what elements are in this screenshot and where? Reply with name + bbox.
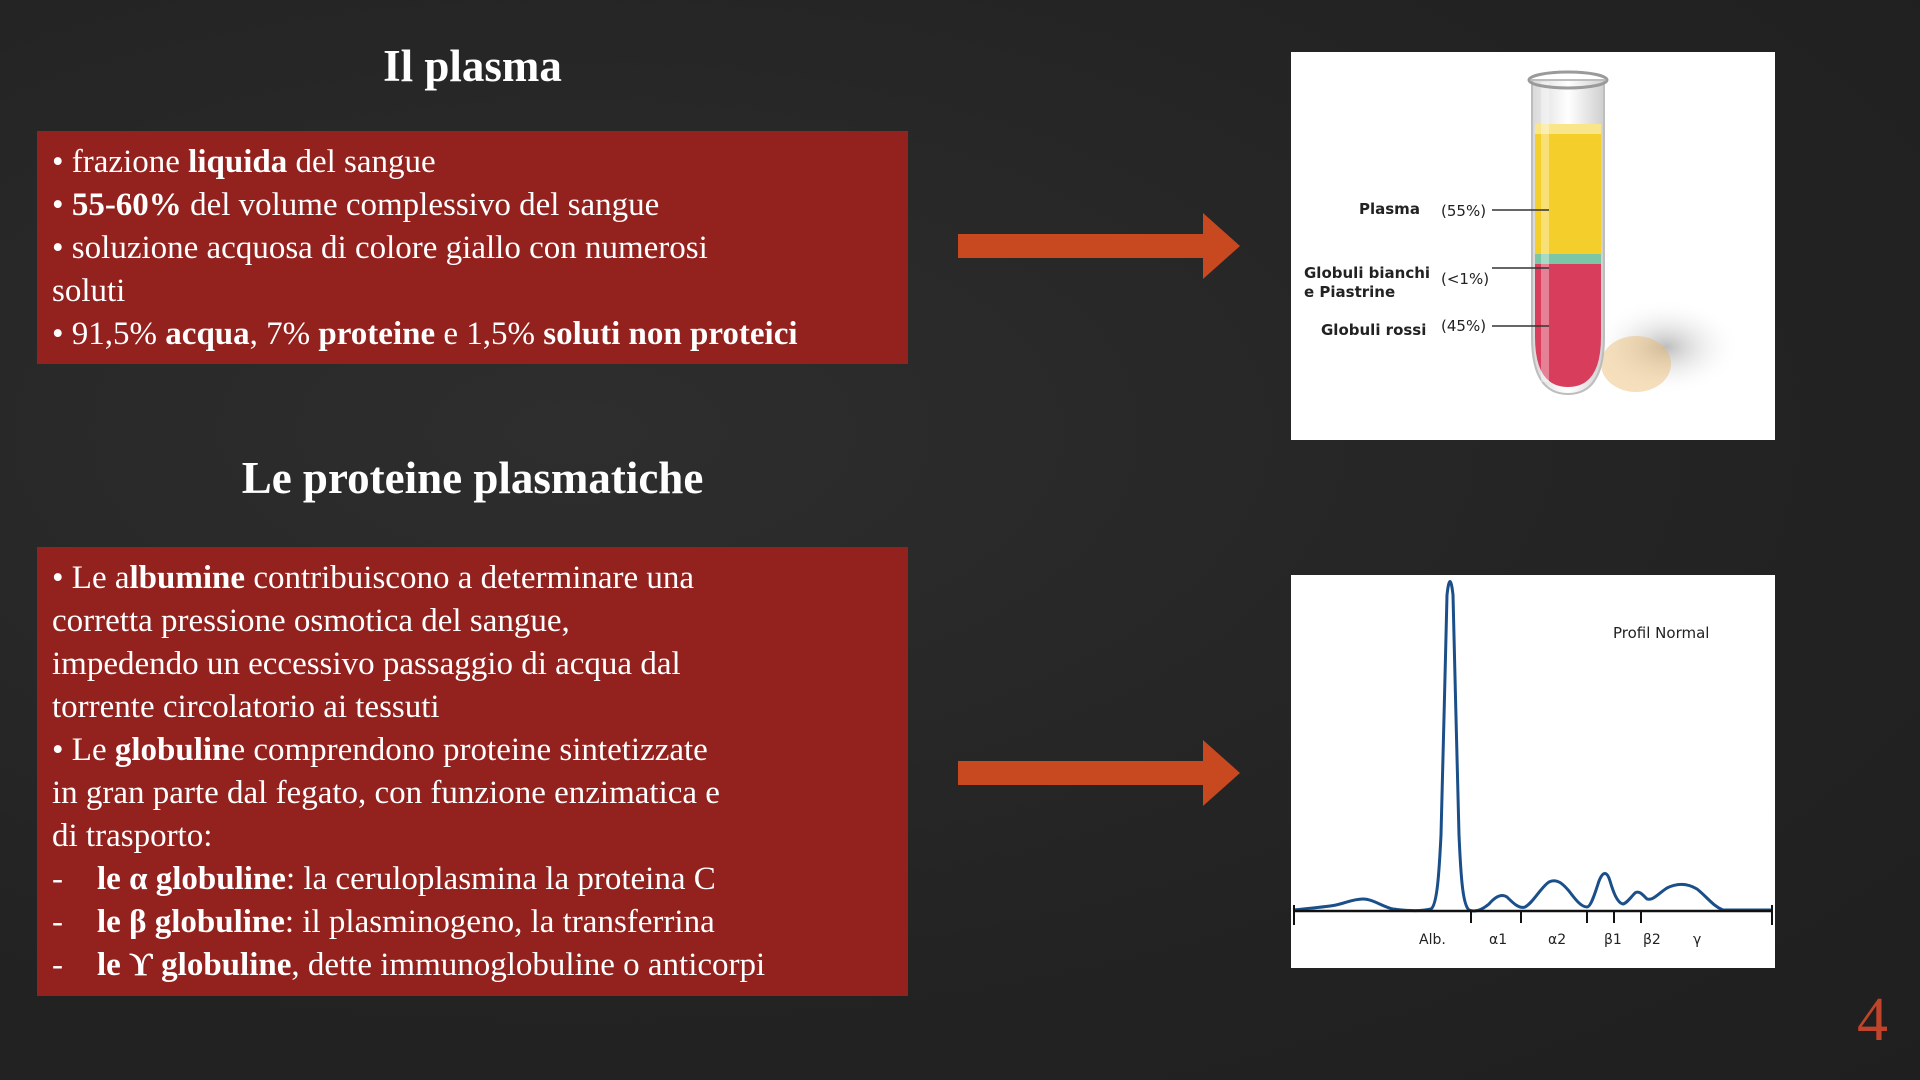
plasma-percent: (55%) [1441, 202, 1487, 220]
electrophoresis-figure [1291, 575, 1775, 968]
text: contribuiscono a determinare una [245, 560, 695, 596]
arrow-right-icon [958, 737, 1243, 809]
bold-text: soluti non proteici [543, 316, 798, 352]
text: soluti [52, 273, 126, 309]
bullet-line [52, 227, 893, 270]
bold-text: lbumine [129, 560, 246, 596]
plasma-label: Plasma [1359, 200, 1420, 218]
text: : il plasminogeno, la transferrina [284, 904, 715, 940]
text-line [52, 772, 893, 815]
text-line [52, 557, 893, 600]
text: impedendo un eccessivo passaggio di acqua dal [52, 646, 681, 682]
electrophoresis-graph [1291, 575, 1775, 968]
bold-text: le β globuline [97, 904, 285, 940]
page-number: 4 [1857, 986, 1888, 1054]
test-tube-illustration [1291, 52, 1775, 440]
text-line [52, 815, 893, 858]
text: • Le a [52, 560, 130, 596]
bold-text: proteine [318, 316, 436, 352]
text: e comprendono proteine sintetizzate [230, 732, 708, 768]
bullet-line [52, 184, 893, 227]
tube-shadow-tint [1601, 336, 1671, 392]
red-cells-label: Globuli rossi [1321, 321, 1427, 339]
bold-text: liquida [188, 144, 288, 180]
text: in gran parte dal fegato, con funzione enzimatica e [52, 775, 720, 811]
axis-label-alb: Alb. [1419, 932, 1446, 948]
axis-label-alpha1: α1 [1489, 932, 1508, 948]
text: , 7% [249, 316, 319, 352]
text: corretta pressione osmotica del sangue, [52, 603, 570, 639]
text-line [52, 600, 893, 643]
text: : la ceruloplasmina la proteina C [285, 861, 716, 897]
dash-marker: - [52, 947, 63, 983]
text: • soluzione acquosa di colore giallo con numerosi [52, 230, 708, 266]
white-cells-label-1: Globuli bianchi [1304, 264, 1431, 282]
dash-item [52, 901, 893, 944]
text: del sangue [287, 144, 436, 180]
graph-title: Profil Normal [1613, 624, 1710, 642]
axis-label-beta2: β2 [1643, 932, 1661, 948]
axis-label-gamma: γ [1693, 932, 1702, 948]
text-line [52, 729, 893, 772]
text: • frazione [52, 144, 189, 180]
text: del volume complessivo del sangue [181, 187, 660, 223]
text: , dette immunoglobuline o anticorpi [291, 947, 766, 983]
text-line [52, 686, 893, 729]
bold-text: le α globuline [97, 861, 286, 897]
dash-item [52, 944, 893, 987]
bullet-line [52, 141, 893, 184]
axis-label-beta1: β1 [1604, 932, 1622, 948]
text: torrente circolatorio ai tessuti [52, 689, 440, 725]
dash-marker: - [52, 861, 63, 897]
bold-text: globulin [114, 732, 231, 768]
red-cells-percent: (45%) [1441, 317, 1487, 335]
glass-highlight [1541, 82, 1549, 382]
section-title-proteins: Le proteine plasmatiche [241, 453, 704, 503]
bold-text: le ϒ globuline [97, 947, 292, 983]
bullet-line [52, 313, 893, 356]
text: di trasporto: [52, 818, 213, 854]
arrow-right-icon [958, 210, 1243, 282]
test-tube-figure [1291, 52, 1775, 440]
dash-marker: - [52, 904, 63, 940]
text-line [52, 643, 893, 686]
bullet-line [52, 270, 893, 313]
text: e 1,5% [435, 316, 544, 352]
white-cells-percent: (<1%) [1441, 270, 1490, 288]
text: • [52, 187, 72, 223]
white-cells-label-2: e Piastrine [1304, 283, 1396, 301]
text: • Le [52, 732, 115, 768]
axis-label-alpha2: α2 [1548, 932, 1567, 948]
section-title-plasma: Il plasma [383, 41, 562, 91]
text: • 91,5% [52, 316, 166, 352]
proteins-text-box [37, 547, 908, 996]
plasma-text-box [37, 131, 908, 364]
bold-text: acqua [165, 316, 250, 352]
dash-item [52, 858, 893, 901]
bold-text: 55-60% [71, 187, 182, 223]
